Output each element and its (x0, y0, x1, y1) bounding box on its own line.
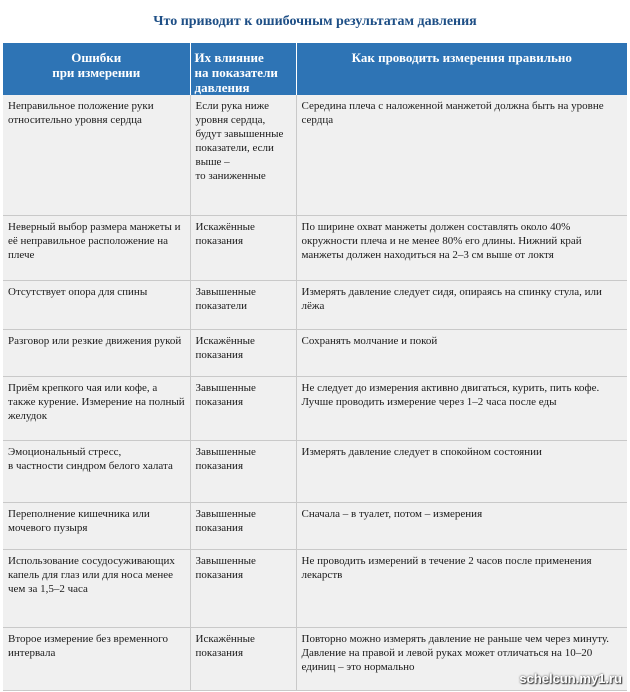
cell-advice: Повторно можно измерять давление не раньше чем через минуту. Давление на правой и левой руках может отличаться на 10–20 единиц – это нормально (296, 627, 627, 690)
cell-advice: По ширине охват манжеты должен составлять около 40% окружности плеча и не менее 80% его длины. Нижний край манжеты должен находиться на 2–3 см выше от локтя (296, 215, 627, 280)
cell-error: Неправильное положение руки относительно уровня сердца (3, 95, 190, 215)
header-influence: Их влияние на показатели давления (190, 43, 296, 95)
table-row (3, 440, 627, 502)
cell-error: Отсутствует опора для спины (3, 280, 190, 329)
table-row (3, 215, 627, 280)
cell-error: Второе измерение без временного интервала (3, 627, 190, 690)
table-row (3, 376, 627, 440)
cell-effect: Завышенные показания (190, 502, 296, 549)
cell-advice: Сначала – в туалет, потом – измерения (296, 502, 627, 549)
header-how-to-measure: Как проводить измерения правильно (296, 43, 627, 95)
watermark: schelcun.my1.ru (519, 671, 622, 686)
cell-effect: Если рука ниже уровня сердца, будут завышенные показатели, если выше – то заниженные (190, 95, 296, 215)
cell-error: Использование сосудосуживающих капель для глаз или для носа менее чем за 1,5–2 часа (3, 549, 190, 627)
cell-effect: Искажённые показания (190, 329, 296, 376)
blood-pressure-errors-table (3, 43, 627, 691)
cell-error: Приём крепкого чая или кофе, а также курение. Измерение на полный желудок (3, 376, 190, 440)
cell-effect: Искажённые показания (190, 215, 296, 280)
cell-error: Разговор или резкие движения рукой (3, 329, 190, 376)
cell-effect: Завышенные показатели (190, 280, 296, 329)
cell-effect: Завышенные показания (190, 440, 296, 502)
cell-advice: Не проводить измерений в течение 2 часов после применения лекарств (296, 549, 627, 627)
table-row (3, 280, 627, 329)
cell-advice: Измерять давление следует в спокойном состоянии (296, 440, 627, 502)
cell-effect: Искажённые показания (190, 627, 296, 690)
header-errors: Ошибки при измерении (3, 43, 190, 95)
cell-advice: Измерять давление следует сидя, опираясь на спинку стула, или лёжа (296, 280, 627, 329)
table-row (3, 549, 627, 627)
cell-error: Эмоциональный стресс, в частности синдром белого халата (3, 440, 190, 502)
table-header-row (3, 43, 627, 95)
table-row (3, 502, 627, 549)
table-row (3, 95, 627, 215)
cell-advice: Сохранять молчание и покой (296, 329, 627, 376)
cell-advice: Не следует до измерения активно двигаться, курить, пить кофе. Лучше проводить измерение через 1–2 часа после еды (296, 376, 627, 440)
table-row (3, 329, 627, 376)
cell-advice: Середина плеча с наложенной манжетой должна быть на уровне сердца (296, 95, 627, 215)
page-title: Что приводит к ошибочным результатам давления (153, 14, 477, 29)
cell-effect: Завышенные показания (190, 549, 296, 627)
cell-error: Переполнение кишечника или мочевого пузыря (3, 502, 190, 549)
cell-effect: Завышенные показания (190, 376, 296, 440)
cell-error: Неверный выбор размера манжеты и её неправильное расположение на плече (3, 215, 190, 280)
